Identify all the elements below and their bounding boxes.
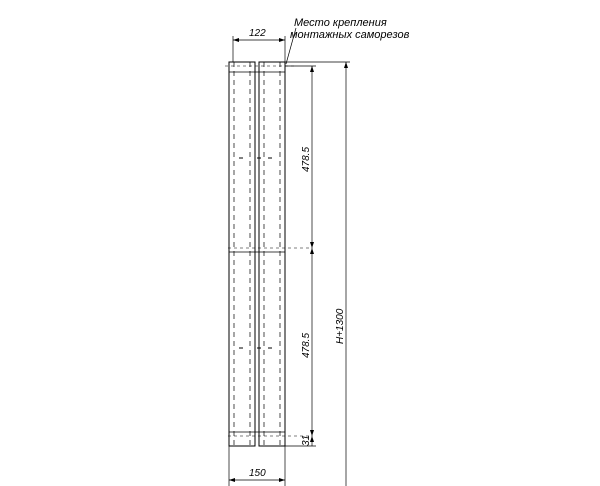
dim-label-upper-spacing: 478.5 <box>301 146 312 172</box>
mounting-note <box>286 17 410 64</box>
dim-label-lower-spacing: 478.5 <box>301 332 312 358</box>
arrow-head <box>233 38 239 42</box>
note-line-2: монтажных саморезов <box>290 29 410 41</box>
arrow-head <box>310 66 314 72</box>
right-rail-outline <box>259 62 285 446</box>
dimension-vertical-spacing <box>285 66 316 446</box>
dimension-bottom-width <box>229 446 285 486</box>
left-rail-outline <box>229 62 255 446</box>
dimension-total-height <box>285 62 350 486</box>
arrow-head <box>229 478 235 482</box>
dim-label-top-width: 122 <box>249 28 266 39</box>
right-rail <box>259 62 285 446</box>
arrow-head <box>310 242 314 248</box>
dimension-top-width <box>233 28 285 62</box>
arrow-head <box>310 248 314 254</box>
left-rail <box>229 62 255 446</box>
arrow-head <box>279 38 285 42</box>
dim-label-bottom-width: 150 <box>249 468 266 479</box>
dim-label-bottom-offset: 31 <box>301 434 312 446</box>
note-line-1: Место крепления <box>294 17 387 29</box>
arrow-head <box>344 62 348 68</box>
dim-label-total-height: H+1300 <box>335 308 346 344</box>
arrow-head <box>279 478 285 482</box>
